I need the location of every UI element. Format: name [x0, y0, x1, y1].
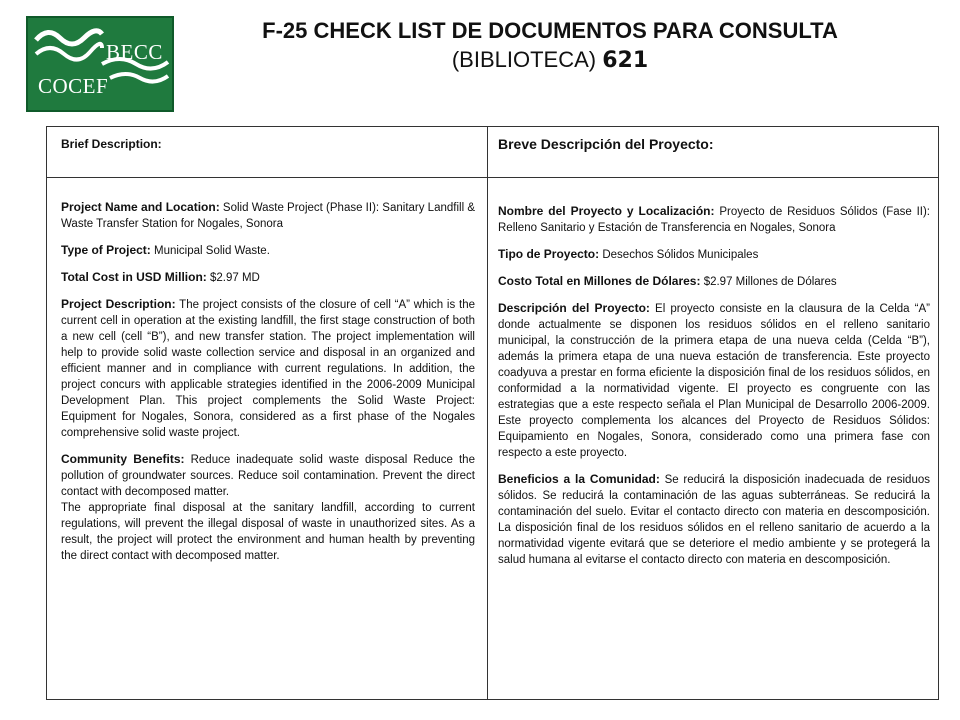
logo-text-cocef: COCEF [38, 74, 109, 98]
project-name-es [498, 203, 930, 236]
project-cost-label-es: Costo Total en Millones de Dólares: [498, 274, 701, 288]
community-benefits-detail-en: The appropriate final disposal at the sanitary landfill, according to current regulations, will prevent the illegal disposal of waste in unauthorized sites. As a result, the project will protect the environment and human health by preventing the direct contact with decomposed matter. [61, 502, 475, 562]
project-description-label-en: Project Description: [61, 297, 176, 311]
project-type-label-en: Type of Project: [61, 243, 151, 257]
project-description-value-en: The project consists of the closure of cell “A” which is the current cell in operation at the existing landfill, the first stage construction of both a new cell (cell “B”), and new transfer station. The project implementation will help to provide solid waste collection service and disposal in an organized and efficient manner and in compliance with current regulations. In addition, the project concurs with applicable strategies identified in the 2006-2009 Municipal Development Plan. This project complements the Solid Waste Project: Equipment for Nogales, Sonora, considered as a first phase of the Nogales comprehensive solid waste project. [61, 299, 475, 439]
title-line-2 [200, 45, 900, 75]
project-name-value-en: Solid Waste Project (Phase II): Sanitary Landfill & Waste Transfer Station for Nogales, Sonora [61, 202, 475, 230]
spanish-column [498, 203, 930, 578]
description-table [46, 126, 939, 700]
project-description-value-es: El proyecto consiste en la clausura de la Celda “A” donde actualmente se disponen los residuos sólidos en el relleno sanitario municipal, la construcción de la primera etapa de una nueva celda (Celda “B”), además la primera etapa de una nueva estación de transferencia. Este proyecto coadyuva a prestar en forma eficiente la disposición final de los residuos sólidos, en conformidad a la normatividad vigente. El proyecto es congruente con las estrategias que a este respecto señala el Plan Municipal de Desarrollo 2006-2009. Este proyecto complementa los alcances del Proyecto de Residuos Sólidos: Equipamiento en Nogales, Sonora, considerado como una primera fase con respecto a este proyecto. [498, 303, 930, 459]
logo-text-becc: BECC [106, 40, 163, 64]
project-type-label-es: Tipo de Proyecto: [498, 247, 600, 261]
table-column-divider [487, 127, 488, 699]
project-name-label-es: Nombre del Proyecto y Localización: [498, 204, 715, 218]
becc-cocef-logo [26, 16, 174, 112]
community-benefits-label-es: Beneficios a la Comunidad: [498, 472, 660, 486]
community-benefits-es [498, 471, 930, 568]
project-type-value-en: Municipal Solid Waste. [154, 245, 270, 257]
project-cost-label-en: Total Cost in USD Million: [61, 270, 207, 284]
community-benefits-value-en: Reduce inadequate solid waste disposal Reduce the pollution of groundwater sources. Reduce soil contamination. Prevent the direct contact with decomposed matter. [61, 454, 475, 498]
title-library-label: (BIBLIOTECA) [451, 47, 597, 72]
project-name-en [61, 199, 475, 232]
header-breve-descripcion: Breve Descripción del Proyecto: [498, 136, 714, 152]
english-column [61, 199, 475, 574]
project-cost-value-en: $2.97 MD [209, 272, 260, 284]
project-cost-es [498, 273, 930, 290]
project-description-label-es: Descripción del Proyecto: [498, 301, 650, 315]
project-description-es [498, 300, 930, 461]
project-type-value-es: Desechos Sólidos Municipales [602, 249, 759, 261]
community-benefits-label-en: Community Benefits: [61, 452, 185, 466]
community-benefits-en [61, 451, 475, 500]
title-number: 621 [602, 48, 649, 73]
document-title [200, 16, 900, 75]
header-brief-description: Brief Description: [61, 137, 162, 151]
project-description-en [61, 296, 475, 441]
project-type-es [498, 246, 930, 263]
table-header-divider [47, 177, 938, 178]
project-cost-value-es: $2.97 Millones de Dólares [703, 276, 837, 288]
title-line-1: F-25 CHECK LIST DE DOCUMENTOS PARA CONSULTA [262, 18, 838, 43]
project-cost-en [61, 269, 475, 286]
community-benefits-value-es: Se reducirá la disposición inadecuada de residuos sólidos. Se reducirá la contaminación de las aguas subterráneas. Se reducirá la contaminación del suelo. Evitar el contacto directo con materia en descomposición. La disposición final de los residuos sólidos en el relleno sanitario de acuerdo a la normatividad vigente evitará que se deteriore el medio ambiente y se protegerá la salud humana al evitarse el contacto directo con materia en descomposición. [498, 474, 930, 566]
project-type-en [61, 242, 475, 259]
project-name-value-es: Proyecto de Residuos Sólidos (Fase II): Relleno Sanitario y Estación de Transferencia en Nogales, Sonora [498, 206, 930, 234]
project-name-label-en: Project Name and Location: [61, 200, 220, 214]
